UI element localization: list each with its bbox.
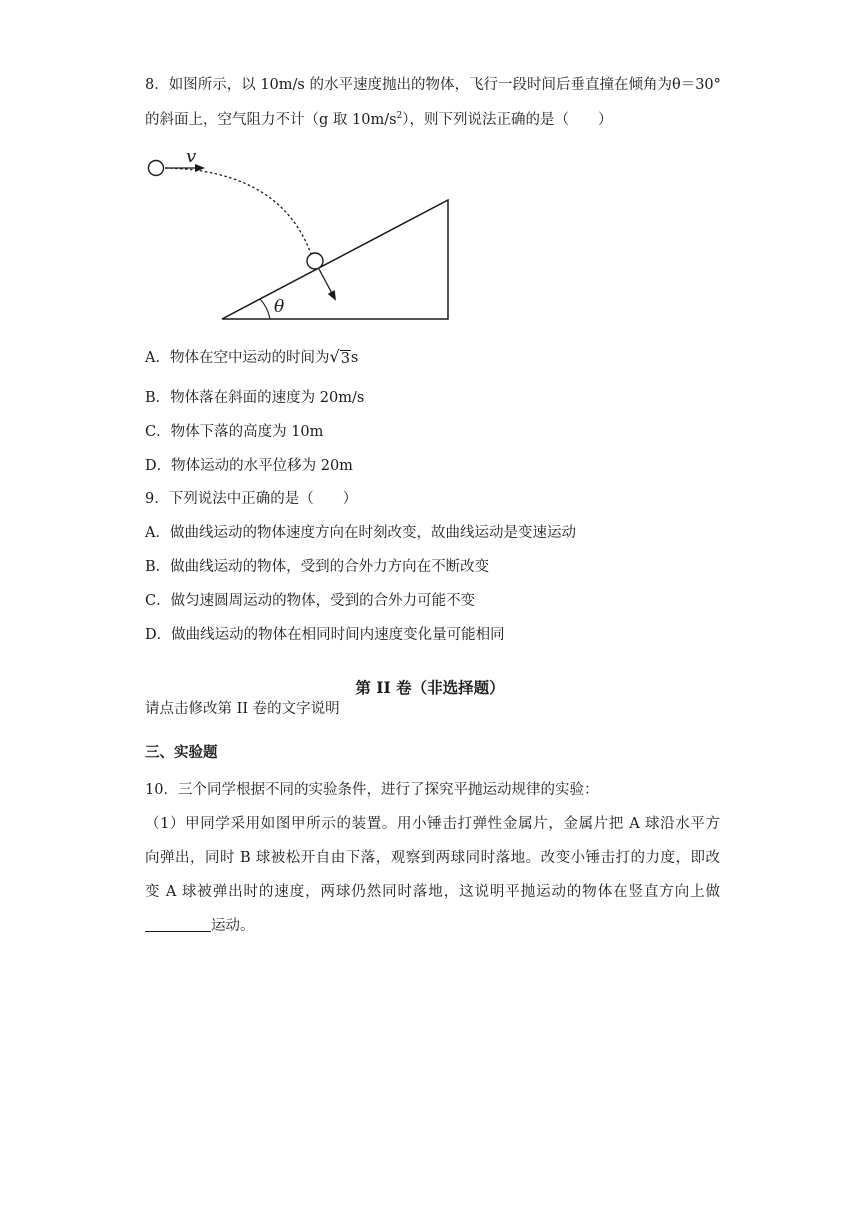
angle-label: θ [274,297,285,317]
angle-arc [260,299,270,319]
q9-option-c: C．做匀速圆周运动的物体，受到的合外力可能不变 [145,593,476,609]
q8-option-a-unit: s [350,350,359,366]
part2-note: 请点击修改第 II 卷的文字说明 [145,701,340,717]
q8-stem-line2-a: 的斜面上，空气阻力不计（g 取 10m/s [145,112,397,128]
radicand: 3 [340,351,350,367]
q9-option-d: D．做曲线运动的物体在相同时间内速度变化量可能相同 [145,627,505,643]
q10-part1-line3: 变 A 球被弹出时的速度，两球仍然同时落地，这说明平抛运动的物体在竖直方向上做 [145,884,720,900]
q8-option-b: B．物体落在斜面的速度为 20m/s [145,390,365,406]
q8-stem-line1: 8．如图所示，以 10m/s 的水平速度抛出的物体，飞行一段时间后垂直撞在倾角为θ＝30° [145,77,721,93]
incline-triangle [222,200,448,319]
impact-ball [307,253,323,269]
trajectory-dashed [165,168,311,254]
part2-title: 第 II 卷（非选择题） [355,678,505,697]
impact-velocity-arrow [319,269,335,299]
q9-stem: 9．下列说法中正确的是（ ） [145,491,358,507]
q10-part1-line4-suffix: 运动。 [211,918,255,934]
q10-part1-line1: （1）甲同学采用如图甲所示的装置。用小锤击打弹性金属片，金属片把 A 球沿水平方 [145,816,720,832]
q10-part1-line4 [145,916,255,936]
q8-option-a-prefix: A．物体在空中运动的时间为 [145,350,330,366]
velocity-label: v [186,148,197,167]
answer-blank[interactable] [145,917,211,932]
sqrt-expression [329,347,350,367]
q10-stem: 10．三个同学根据不同的实验条件，进行了探究平抛运动规律的实验： [145,782,599,798]
q10-part1-line2: 向弹出，同时 B 球被松开自由下落，观察到两球同时落地。改变小锤击打的力度，即改 [145,850,720,866]
q8-option-a [145,347,358,368]
radical-sign: √ [329,347,340,366]
q8-stem-line2 [145,106,613,130]
section3-heading: 三、实验题 [145,744,218,761]
q8-stem-line2-sup: 2 [396,111,403,121]
launch-ball [149,161,164,176]
q8-option-c: C．物体下落的高度为 10m [145,424,324,440]
q9-option-a: A．做曲线运动的物体速度方向在时刻改变，故曲线运动是变速运动 [145,525,576,541]
q8-option-d: D．物体运动的水平位移为 20m [145,458,353,474]
q8-stem-line2-b: ），则下列说法正确的是（ ） [402,112,613,128]
q9-option-b: B．做曲线运动的物体，受到的合外力方向在不断改变 [145,559,490,575]
q8-figure-incline [145,148,455,328]
